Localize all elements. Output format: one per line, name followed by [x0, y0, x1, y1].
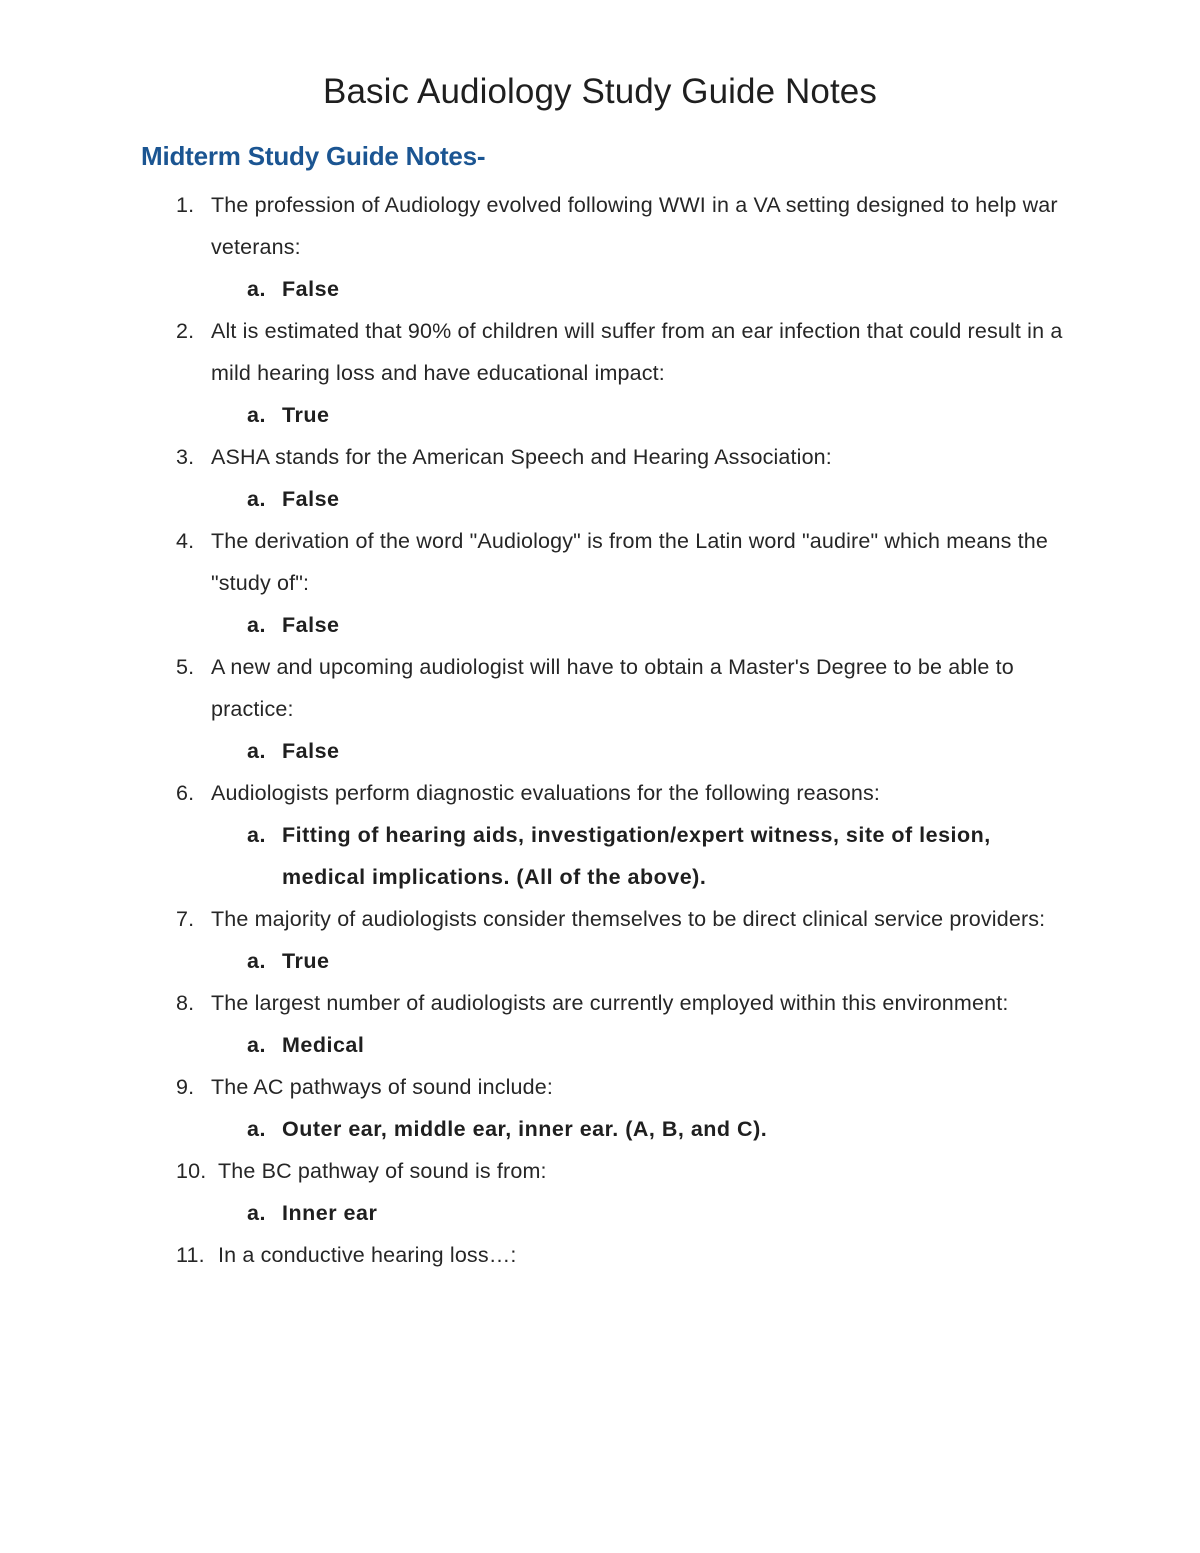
document-title: Basic Audiology Study Guide Notes [323, 72, 877, 111]
question-body: The largest number of audiologists are currently employed within this environment: [211, 991, 1009, 1015]
question-text [0, 898, 1071, 940]
question-number: 9. [176, 1075, 195, 1099]
answer-text [0, 604, 1072, 646]
question-body: The AC pathways of sound include: [211, 1075, 553, 1099]
question-text [0, 520, 1071, 604]
question-text [0, 436, 1071, 478]
question-text [0, 982, 1071, 1024]
list-item [0, 436, 1200, 520]
answer-body: Fitting of hearing aids, investigation/expert witness, site of lesion, medical implications. (All of the above). [282, 823, 991, 889]
answer-text [0, 814, 1072, 898]
answer-letter: a. [247, 277, 266, 301]
list-item [0, 772, 1200, 898]
question-body: The derivation of the word "Audiology" is from the Latin word "audire" which means the "study of": [211, 529, 1048, 595]
answer-text [0, 1108, 1072, 1150]
question-text [0, 184, 1071, 268]
answer-text [0, 394, 1072, 436]
answer-body: False [282, 739, 340, 763]
answer-letter: a. [247, 949, 266, 973]
list-item [0, 184, 1200, 310]
answer-letter: a. [247, 1033, 266, 1057]
question-number: 8. [176, 991, 195, 1015]
question-number: 5. [176, 655, 195, 679]
answer-letter: a. [247, 487, 266, 511]
question-number: 11. [176, 1243, 205, 1267]
answer-body: False [282, 613, 340, 637]
answer-body: Outer ear, middle ear, inner ear. (A, B, and C). [282, 1117, 768, 1141]
question-body: ASHA stands for the American Speech and Hearing Association: [211, 445, 832, 469]
question-number: 2. [176, 319, 195, 343]
answer-letter: a. [247, 403, 266, 427]
answer-body: True [282, 403, 330, 427]
list-item [0, 1234, 1200, 1276]
answer-body: False [282, 277, 340, 301]
list-item [0, 520, 1200, 646]
question-text [0, 310, 1071, 394]
question-body: Alt is estimated that 90% of children will suffer from an ear infection that could result in a mild hearing loss and have educational impact: [211, 319, 1063, 385]
question-body: In a conductive hearing loss…: [218, 1243, 517, 1267]
question-body: The profession of Audiology evolved following WWI in a VA setting designed to help war veterans: [211, 193, 1058, 259]
answer-body: False [282, 487, 340, 511]
answer-body: Medical [282, 1033, 365, 1057]
question-number: 4. [176, 529, 195, 553]
answer-text [0, 478, 1072, 520]
answer-text [0, 1024, 1072, 1066]
question-body: A new and upcoming audiologist will have to obtain a Master's Degree to be able to practice: [211, 655, 1014, 721]
answer-letter: a. [247, 1201, 266, 1225]
question-body: Audiologists perform diagnostic evaluations for the following reasons: [211, 781, 881, 805]
list-item [0, 982, 1200, 1066]
question-text [0, 1066, 1071, 1108]
list-item [0, 646, 1200, 772]
question-number: 7. [176, 907, 195, 931]
question-body: The majority of audiologists consider themselves to be direct clinical service providers: [211, 907, 1046, 931]
list-item [0, 310, 1200, 436]
question-number: 6. [176, 781, 195, 805]
list-item [0, 1066, 1200, 1150]
question-text [0, 646, 1071, 730]
list-item [0, 898, 1200, 982]
question-list [0, 184, 1200, 1276]
answer-text [0, 1192, 1072, 1234]
answer-body: True [282, 949, 330, 973]
question-text [0, 1234, 1078, 1276]
question-body: The BC pathway of sound is from: [218, 1159, 547, 1183]
answer-letter: a. [247, 613, 266, 637]
list-item [0, 1150, 1200, 1234]
answer-text [0, 268, 1072, 310]
answer-body: Inner ear [282, 1201, 378, 1225]
answer-letter: a. [247, 739, 266, 763]
section-heading: Midterm Study Guide Notes- [141, 141, 486, 171]
question-number: 1. [176, 193, 195, 217]
question-text [0, 1150, 1078, 1192]
answer-text [0, 730, 1072, 772]
question-number: 3. [176, 445, 195, 469]
answer-letter: a. [247, 823, 266, 847]
answer-letter: a. [247, 1117, 266, 1141]
question-number: 10. [176, 1159, 207, 1183]
answer-text [0, 940, 1072, 982]
question-text [0, 772, 1071, 814]
